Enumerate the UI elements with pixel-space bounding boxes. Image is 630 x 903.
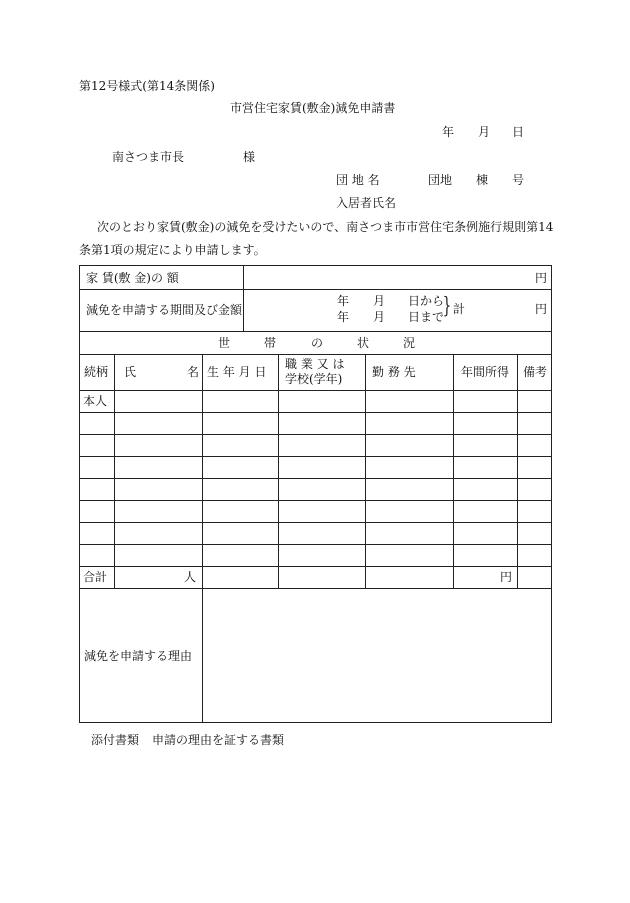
col-work: 勤 務 先 [372,365,416,379]
household-title-1: 世 [218,336,231,350]
attachment-label: 添付書類 [91,733,140,747]
application-form-table [79,265,552,723]
body-text-line-2: 条第1項の規定により申請します。 [79,243,266,257]
period-brace-icon: } [442,294,452,319]
household-title-5: 況 [403,336,416,350]
date-month: 月 [478,125,491,139]
body-text-line-1: 次のとおり家賃(敷金)の減免を受けたいので、南さつま市市営住宅条例施行規則第14 [97,220,554,234]
row-self-relation: 本人 [83,394,108,408]
col-note: 備考 [523,365,548,379]
room-label: 号 [512,173,525,187]
danchi-suffix: 団地 [428,173,453,187]
danchi-label: 団 地 名 [336,173,380,187]
period-from-month: 月 [373,294,386,308]
attachment-value: 申請の理由を証する書類 [152,733,285,747]
col-birth: 生 年 月 日 [207,365,267,379]
reason-label: 減免を申請する理由 [84,649,193,663]
col-relation: 続柄 [84,365,109,379]
period-amount-label: 減免を申請する期間及び金額 [86,303,243,317]
period-from-year: 年 [337,294,350,308]
household-title-2: 帯 [264,336,277,350]
period-to-month: 月 [373,310,386,324]
document-title: 市営住宅家賃(敷金)減免申請書 [230,101,396,115]
period-to-day: 日まで [408,310,445,324]
col-name-a: 氏 [124,365,137,379]
building-label: 棟 [476,173,489,187]
col-job-1: 職 業 又 は [285,357,345,371]
addressee-name: 南さつま市長 [112,150,185,164]
resident-name-label: 入居者氏名 [336,196,397,210]
period-from-day: 日から [408,294,445,308]
col-name-b: 名 [187,365,200,379]
period-total-label: 計 [453,302,466,316]
date-day: 日 [512,125,525,139]
form-number: 第12号様式(第14条関係) [79,79,215,93]
period-to-year: 年 [337,310,350,324]
household-title-3: の [311,336,324,350]
col-job-2: 学校(学年) [285,372,343,386]
col-income: 年間所得 [461,365,510,379]
rent-amount-label: 家 賃(敷 金)の 額 [86,271,179,285]
household-title-4: 状 [357,336,370,350]
total-label: 合計 [83,570,108,584]
addressee-honorific: 様 [243,150,256,164]
total-persons-unit: 人 [184,570,197,584]
period-yen-unit: 円 [535,302,548,316]
rent-yen-unit: 円 [535,271,548,285]
date-year: 年 [442,125,455,139]
total-income-yen: 円 [500,570,513,584]
